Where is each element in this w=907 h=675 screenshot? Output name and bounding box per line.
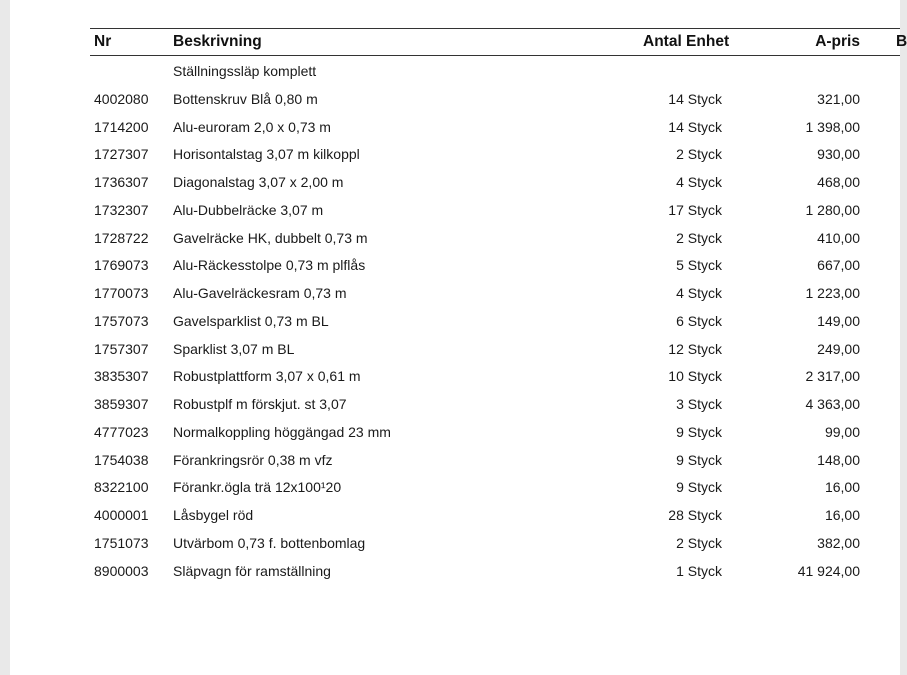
cell-antal-enhet: 3 Styck: [676, 396, 722, 412]
table-row: [10, 474, 900, 502]
cell-a-pris: 16,00: [824, 507, 860, 523]
cell-nr: 1770073: [94, 285, 149, 301]
table-row: [10, 280, 900, 308]
cell-a-pris: 930,00: [817, 146, 860, 163]
cell-nr: 1751073: [94, 534, 149, 551]
header-beskrivning: Beskrivning: [173, 33, 262, 50]
cell-nr: 1757307: [94, 340, 149, 357]
group-title-row: [10, 58, 900, 86]
cell-antal-enhet: 1 Styck: [676, 562, 722, 579]
cell-beskrivning: Diagonalstag 3,07 x 2,00 m: [173, 174, 344, 190]
cell-antal-enhet: 2 Styck: [676, 146, 722, 163]
header-clipped-column: B: [896, 33, 907, 50]
cell-a-pris: 321,00: [817, 90, 860, 107]
cell-beskrivning: Alu-Gavelräckesram 0,73 m: [173, 285, 347, 301]
top-rule: [90, 28, 900, 29]
cell-nr: 1754038: [94, 451, 149, 468]
table-row: [10, 447, 900, 475]
cell-antal-enhet: 9 Styck: [676, 423, 722, 440]
cell-a-pris: 148,00: [817, 451, 860, 468]
table-row: [10, 114, 900, 142]
cell-nr: 3859307: [94, 396, 149, 412]
table-row: [10, 197, 900, 225]
cell-nr: 4002080: [94, 90, 149, 107]
table-row: [10, 419, 900, 447]
table-row: [10, 225, 900, 253]
cell-antal-enhet: 28 Styck: [668, 507, 722, 523]
table-body: [10, 58, 900, 585]
cell-a-pris: 99,00: [824, 423, 860, 440]
table-row: [10, 363, 900, 391]
table-row: [10, 530, 900, 558]
table-row: [10, 502, 900, 530]
cell-a-pris: 2 317,00: [805, 368, 860, 385]
cell-beskrivning: Förankringsrör 0,38 m vfz: [173, 451, 333, 468]
group-title: Ställningssläp komplett: [173, 63, 317, 79]
cell-nr: 1736307: [94, 174, 149, 190]
cell-antal-enhet: 12 Styck: [668, 340, 722, 357]
cell-beskrivning: Bottenskruv Blå 0,80 m: [173, 90, 318, 107]
header-nr: Nr: [94, 33, 112, 50]
cell-a-pris: 1 223,00: [805, 285, 860, 301]
table-row: [10, 252, 900, 280]
cell-beskrivning: Släpvagn för ramställning: [173, 562, 331, 579]
cell-antal-enhet: 4 Styck: [676, 174, 722, 190]
cell-nr: 1727307: [94, 146, 149, 163]
cell-nr: 1757073: [94, 312, 149, 329]
table-row: [10, 558, 900, 586]
cell-antal-enhet: 14 Styck: [668, 118, 722, 135]
cell-antal-enhet: 14 Styck: [668, 90, 722, 107]
cell-nr: 8322100: [94, 479, 149, 496]
cell-beskrivning: Förankr.ögla trä 12x100¹20: [173, 479, 342, 496]
table-row: [10, 391, 900, 419]
cell-antal-enhet: 4 Styck: [676, 285, 722, 301]
cell-a-pris: 468,00: [817, 174, 860, 190]
table-row: [10, 308, 900, 336]
table-row: [10, 336, 900, 364]
cell-beskrivning: Robustplf m förskjut. st 3,07: [173, 396, 347, 412]
cell-a-pris: 667,00: [817, 257, 860, 274]
cell-nr: 8900003: [94, 562, 149, 579]
cell-beskrivning: Robustplattform 3,07 x 0,61 m: [173, 368, 361, 385]
cell-beskrivning: Normalkoppling höggängad 23 mm: [173, 423, 391, 440]
cell-antal-enhet: 2 Styck: [676, 534, 722, 551]
cell-beskrivning: Alu-Räckesstolpe 0,73 m plflås: [173, 257, 366, 274]
cell-a-pris: 382,00: [817, 534, 860, 551]
cell-a-pris: 41 924,00: [797, 562, 860, 579]
cell-beskrivning: Gavelsparklist 0,73 m BL: [173, 312, 329, 329]
cell-a-pris: 149,00: [817, 312, 860, 329]
cell-antal-enhet: 2 Styck: [676, 229, 722, 246]
cell-antal-enhet: 5 Styck: [676, 257, 722, 274]
cell-beskrivning: Låsbygel röd: [173, 507, 254, 523]
item-rows: [10, 86, 900, 586]
table-row: [10, 141, 900, 169]
cell-antal-enhet: 17 Styck: [668, 201, 722, 218]
cell-a-pris: 1 398,00: [805, 118, 860, 135]
cell-nr: 4777023: [94, 423, 149, 440]
cell-antal-enhet: 9 Styck: [676, 451, 722, 468]
cell-beskrivning: Alu-euroram 2,0 x 0,73 m: [173, 118, 331, 135]
cell-a-pris: 16,00: [824, 479, 860, 496]
cell-antal-enhet: 10 Styck: [668, 368, 722, 385]
table-row: [10, 169, 900, 197]
cell-a-pris: 249,00: [817, 340, 860, 357]
cell-antal-enhet: 9 Styck: [676, 479, 722, 496]
cell-beskrivning: Sparklist 3,07 m BL: [173, 340, 295, 357]
cell-antal-enhet: 6 Styck: [676, 312, 722, 329]
cell-nr: 1769073: [94, 257, 149, 274]
header-rule: [90, 55, 900, 56]
cell-nr: 4000001: [94, 507, 149, 523]
document-page: [10, 0, 907, 675]
cell-a-pris: 410,00: [817, 229, 860, 246]
cell-beskrivning: Alu-Dubbelräcke 3,07 m: [173, 201, 324, 218]
cell-nr: 1732307: [94, 201, 149, 218]
cell-beskrivning: Utvärbom 0,73 f. bottenbomlag: [173, 534, 366, 551]
cell-a-pris: 4 363,00: [805, 396, 860, 412]
cell-beskrivning: Horisontalstag 3,07 m kilkoppl: [173, 146, 360, 163]
cell-a-pris: 1 280,00: [805, 201, 860, 218]
cell-nr: 3835307: [94, 368, 149, 385]
cell-nr: 1728722: [94, 229, 149, 246]
header-a-pris: A-pris: [815, 33, 860, 50]
header-antal-enhet: Antal Enhet: [643, 33, 730, 50]
cell-beskrivning: Gavelräcke HK, dubbelt 0,73 m: [173, 229, 368, 246]
table-row: [10, 86, 900, 114]
cell-nr: 1714200: [94, 118, 149, 135]
